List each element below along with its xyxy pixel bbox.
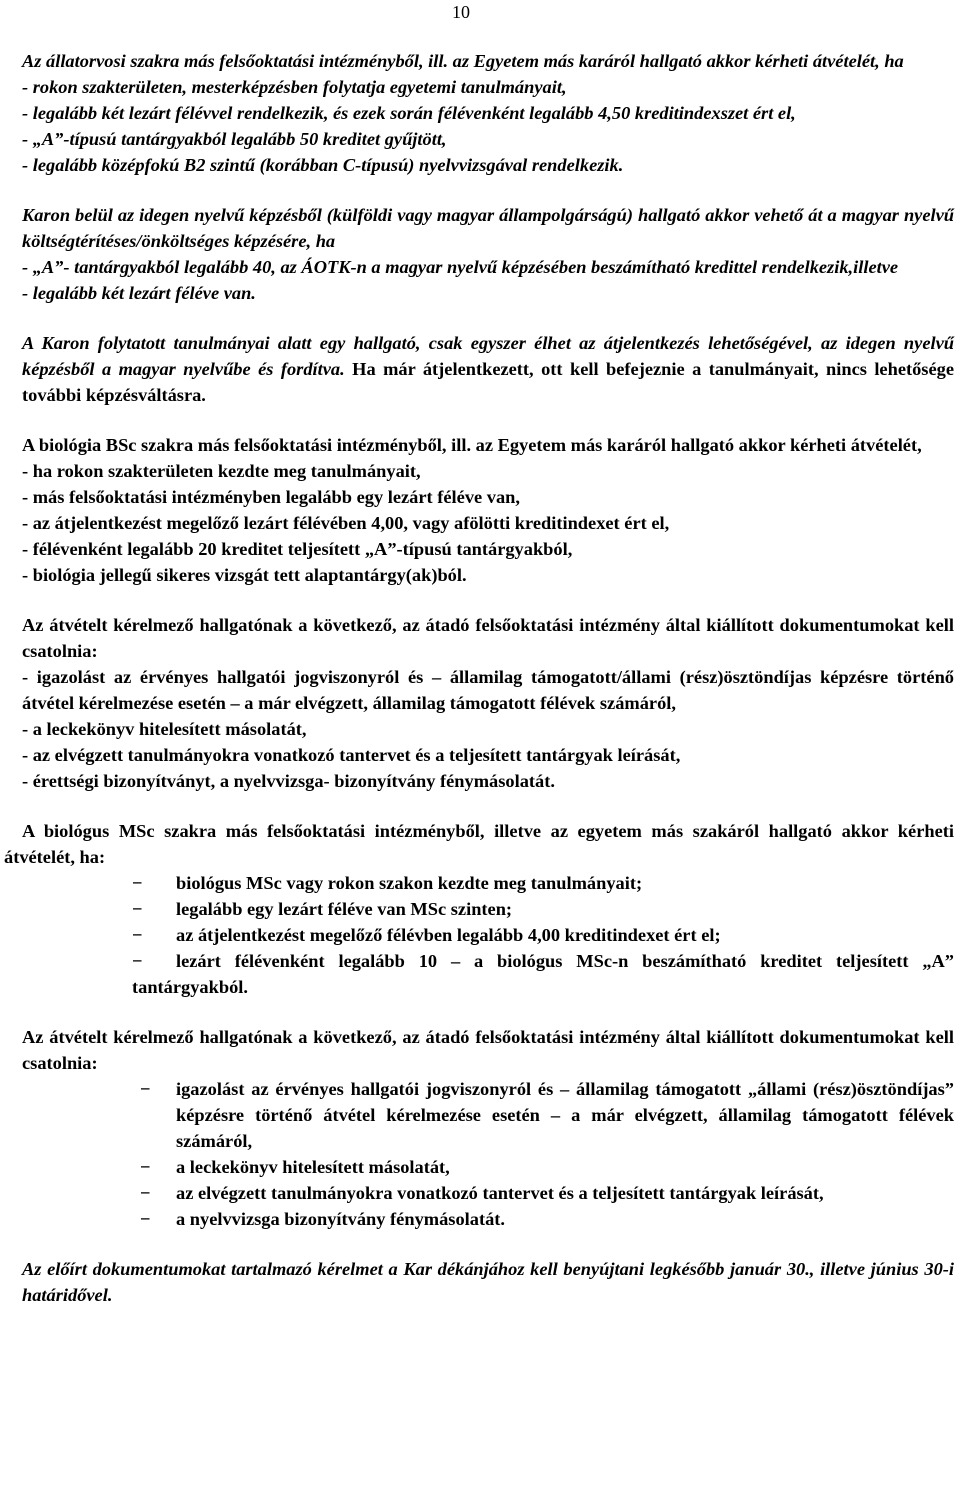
list-item-text: az elvégzett tanulmányokra vonatkozó tantervet és a teljesített tantárgyak leírását, [176, 1183, 824, 1203]
paragraph-line: - legalább két lezárt féléve van. [22, 283, 256, 303]
list-item [22, 1180, 954, 1206]
paragraph-line: - rokon szakterületen, mesterképzésben folytatja egyetemi tanulmányait, [22, 77, 567, 97]
paragraph-line: - legalább két lezárt félévvel rendelkezik, és ezek során félévenként legalább 4,50 kreditindexszet ért el, [22, 103, 796, 123]
section-allatorvosi [22, 48, 954, 178]
section-hatarido [22, 1256, 954, 1308]
list-item [22, 948, 954, 1000]
paragraph-text: A Karon folytatott tanulmányai alatt egy hallgató, csak egyszer élhet az átjelentkezés lehetőségével, az idegen nyelvű képzésből a magyar nyelvűbe és fordítva. [22, 333, 954, 379]
paragraph-text: Az előírt dokumentumokat tartalmazó kérelmet a Kar dékánjához kell benyújtani legkésőbb január 30., illetve június 30-i határidővel. [22, 1259, 954, 1305]
paragraph-line: - érettségi bizonyítványt, a nyelvvizsga- bizonyítvány fénymásolatát. [22, 771, 555, 791]
list-item [22, 922, 954, 948]
paragraph-line: A biológia BSc szakra más felsőoktatási intézményből, ill. az Egyetem más karáról hallgató akkor kérheti átvételét, [22, 435, 922, 455]
list-item [22, 870, 954, 896]
paragraph-line: - ha rokon szakterületen kezdte meg tanulmányait, [22, 461, 421, 481]
list-item [22, 896, 954, 922]
list-item [22, 1206, 954, 1232]
section-dokumentumok-bsc [22, 612, 954, 794]
paragraph-line: - legalább középfokú B2 szintű (korábban C-típusú) nyelvvizsgával rendelkezik. [22, 155, 624, 175]
dash-bullet: − [140, 1209, 151, 1229]
list-item [22, 1076, 954, 1154]
paragraph-text: Ha már átjelentkezett, ott kell befejeznie a tanulmányait, nincs lehetősége további képzésváltásra. [22, 359, 954, 405]
paragraph-line: - az átjelentkezést megelőző lezárt félévében 4,00, vagy afölötti kreditindexet ért el, [22, 513, 670, 533]
section-dokumentumok-msc [22, 1024, 954, 1076]
dash-bullet: − [132, 951, 143, 971]
section-atjelentkezes [22, 330, 954, 408]
paragraph-line: Az átvételt kérelmező hallgatónak a következő, az átadó felsőoktatási intézmény által kiállított dokumentumokat kell csatolnia: [22, 615, 954, 661]
document-body [4, 48, 954, 1332]
dash-bullet: − [140, 1183, 151, 1203]
paragraph-line: - más felsőoktatási intézményben legalább egy lezárt féléve van, [22, 487, 520, 507]
page-number: 10 [452, 2, 470, 22]
section-karon-belul [22, 202, 954, 306]
dash-bullet: − [132, 873, 143, 893]
msc-requirements-list [22, 870, 954, 1000]
list-item-text: a leckekönyv hitelesített másolatát, [176, 1157, 450, 1177]
paragraph-text: A biológus MSc szakra más felsőoktatási intézményből, illetve az egyetem más szakáról hallgató akkor kérheti átvételét, ha: [4, 821, 954, 867]
paragraph-line: Karon belül az idegen nyelvű képzésből (külföldi vagy magyar állampolgárságú) hallgató akkor vehető át a magyar nyelvű költségtérítéses/önköltséges képzésére, ha [22, 205, 954, 251]
list-item-text: legalább egy lezárt féléve van MSc szinten; [176, 899, 513, 919]
paragraph-line: - igazolást az érvényes hallgatói jogviszonyról és – államilag támogatott/állami (rész)ösztöndíjas képzésre történő átvétel kérelmezése esetén – a már elvégzett, államilag támogatott félévek számáról, [22, 667, 954, 713]
list-item-text: biológus MSc vagy rokon szakon kezdte meg tanulmányait; [176, 873, 643, 893]
list-item-text: lezárt félévenként legalább 10 – a biológus MSc-n beszámítható kreditet teljesített „A” tantárgyakból. [132, 951, 954, 997]
section-biologus-msc [4, 818, 954, 870]
paragraph-line: - félévenként legalább 20 kreditet teljesített „A”-típusú tantárgyakból, [22, 539, 573, 559]
paragraph-line: - a leckekönyv hitelesített másolatát, [22, 719, 307, 739]
section-biologia-bsc [22, 432, 954, 588]
paragraph-line: - biológia jellegű sikeres vizsgát tett alaptantárgy(ak)ból. [22, 565, 467, 585]
list-item [22, 1154, 954, 1180]
dash-bullet: − [140, 1157, 151, 1177]
msc-documents-list [22, 1076, 954, 1232]
dash-bullet: − [132, 899, 143, 919]
paragraph-line: Az állatorvosi szakra más felsőoktatási intézményből, ill. az Egyetem más karáról hallgató akkor kérheti átvételét, ha [22, 51, 904, 71]
list-item-text: az átjelentkezést megelőző félévben legalább 4,00 kreditindexet ért el; [176, 925, 721, 945]
dash-bullet: − [132, 925, 143, 945]
paragraph-text: Az átvételt kérelmező hallgatónak a következő, az átadó felsőoktatási intézmény által kiállított dokumentumokat kell csatolnia: [22, 1027, 954, 1073]
dash-bullet: − [140, 1079, 151, 1099]
paragraph-line: - „A”-típusú tantárgyakból legalább 50 kreditet gyűjtött, [22, 129, 447, 149]
paragraph-line: - az elvégzett tanulmányokra vonatkozó tantervet és a teljesített tantárgyak leírását, [22, 745, 681, 765]
paragraph-line: - „A”- tantárgyakból legalább 40, az ÁOTK-n a magyar nyelvű képzésében beszámítható kredittel rendelkezik,illetve [22, 257, 899, 277]
list-item-text: igazolást az érvényes hallgatói jogviszonyról és – államilag támogatott „állami (rész)ösztöndíjas” képzésre történő átvétel kérelmezése esetén – a már elvégzett, államilag támogatott félévek számáról, [176, 1079, 954, 1151]
list-item-text: a nyelvvizsga bizonyítvány fénymásolatát. [176, 1209, 505, 1229]
